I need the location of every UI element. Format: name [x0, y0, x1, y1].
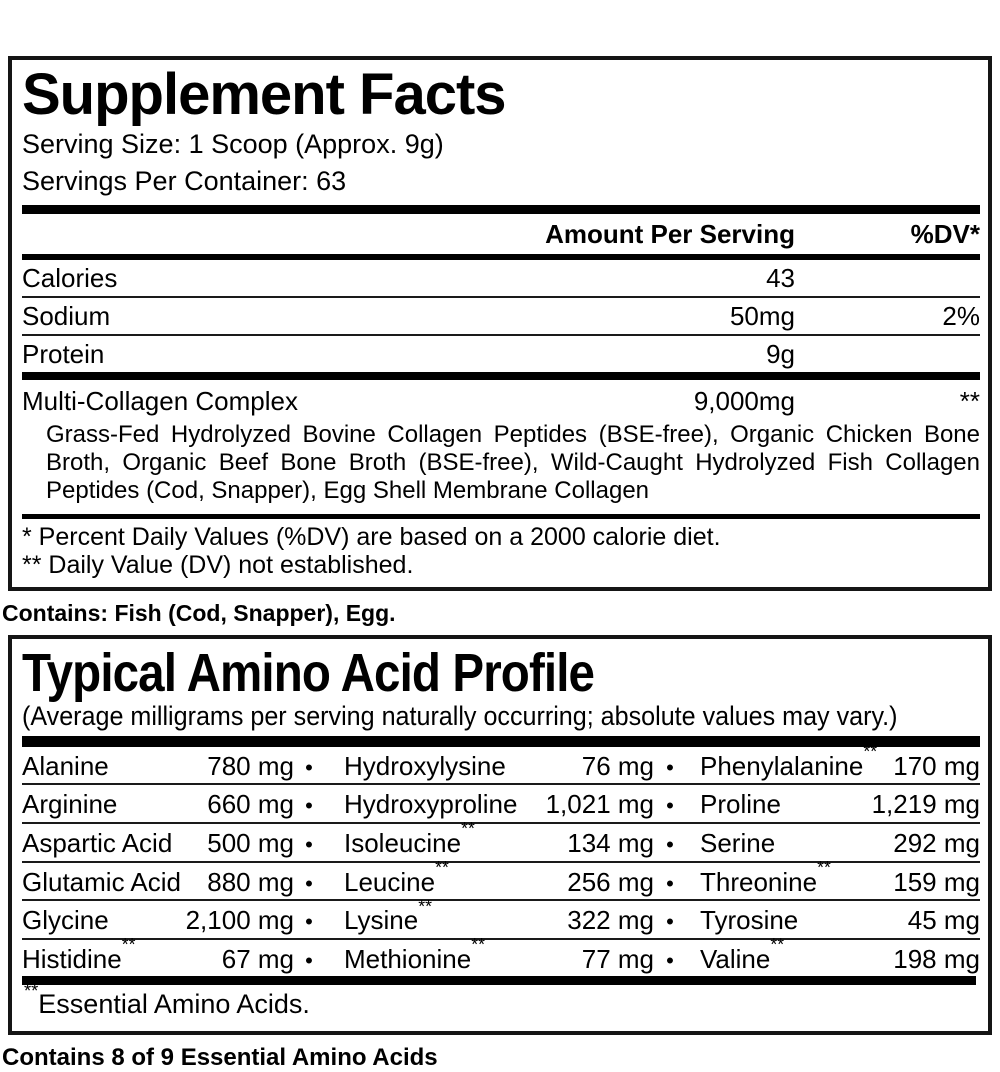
amount-per-serving-header: Amount Per Serving — [545, 218, 795, 249]
amino-title-wrap — [22, 641, 980, 704]
amino-row — [22, 785, 980, 824]
amino-name: Tyrosine — [700, 905, 799, 936]
amino-name: Arginine — [22, 789, 118, 820]
amino-value: 256 mg — [567, 866, 654, 897]
complex-amount: 9,000mg — [693, 385, 795, 416]
amino-name: Methionine** — [344, 934, 485, 974]
serving-size: Serving Size: 1 Scoop (Approx. 9g) — [22, 129, 444, 159]
amino-cell — [686, 790, 980, 819]
bullet-separator: • — [305, 832, 313, 858]
servings-per-container: Servings Per Container: 63 — [22, 165, 347, 196]
bullet-separator: • — [305, 870, 313, 896]
amino-name: Glycine — [22, 905, 109, 936]
dv-footnote — [22, 519, 980, 583]
essential-amino-statement: Contains 8 of 9 Essential Amino Acids — [2, 1044, 438, 1072]
amino-name: Alanine — [22, 750, 109, 781]
nutrient-name: Sodium — [22, 300, 111, 331]
amino-cell — [324, 752, 654, 781]
bullet-separator: • — [666, 832, 674, 858]
amino-cell — [22, 790, 294, 819]
amino-value: 660 mg — [207, 789, 294, 820]
amino-value: 134 mg — [567, 828, 654, 859]
amino-value: 198 mg — [893, 943, 980, 974]
amino-value: 1,021 mg — [545, 789, 654, 820]
footnote-text: Essential Amino Acids. — [38, 989, 310, 1020]
amino-cell — [324, 895, 654, 936]
supplement-facts-title: Supplement Facts — [22, 62, 506, 127]
divider-thick — [22, 205, 980, 214]
bullet-separator: • — [666, 754, 674, 780]
nutrient-dv: 2% — [942, 300, 980, 331]
collagen-complex-row — [22, 380, 980, 418]
amino-value: 77 mg — [581, 943, 654, 974]
allergen-statement: Contains: Fish (Cod, Snapper), Egg. — [2, 600, 396, 627]
essential-footnote — [22, 979, 980, 1026]
amino-name: Hydroxylysine — [344, 750, 506, 781]
amino-value: 45 mg — [907, 905, 980, 936]
amino-row — [22, 818, 980, 863]
amino-cell — [22, 906, 294, 935]
amino-cell — [686, 906, 980, 935]
facts-header-row — [22, 214, 980, 254]
amino-cell — [324, 790, 654, 819]
amino-cell — [22, 934, 294, 974]
amino-row — [22, 895, 980, 940]
footnote-marker: ** — [24, 979, 39, 1001]
amino-value: 322 mg — [567, 905, 654, 936]
bullet-separator: • — [305, 754, 313, 780]
table-row — [22, 298, 980, 336]
amino-profile-subtitle: (Average milligrams per serving naturally occurring; absolute values may vary.) — [22, 701, 898, 732]
divider-thick — [22, 976, 976, 985]
amino-cell — [324, 934, 654, 974]
amino-value: 2,100 mg — [185, 905, 294, 936]
amino-row — [22, 741, 980, 786]
amino-name: Aspartic Acid — [22, 828, 173, 859]
amino-value: 159 mg — [893, 866, 980, 897]
amino-value: 67 mg — [221, 943, 294, 974]
divider-thick — [22, 736, 980, 747]
bullet-separator: • — [666, 793, 674, 819]
amino-cell — [22, 752, 294, 781]
amino-name: Histidine** — [22, 934, 136, 974]
bullet-separator: • — [305, 947, 313, 973]
amino-value: 76 mg — [581, 750, 654, 781]
amino-name: Isoleucine** — [344, 818, 475, 859]
bullet-separator: • — [666, 947, 674, 973]
nutrient-amount: 43 — [766, 262, 795, 293]
amino-name: Valine** — [700, 934, 785, 974]
nutrient-name: Calories — [22, 262, 118, 293]
amino-cell — [22, 829, 294, 858]
nutrient-amount: 50mg — [729, 300, 795, 331]
bullet-separator: • — [305, 793, 313, 819]
footnote-line: ** Daily Value (DV) not established. — [22, 551, 414, 580]
amino-cell — [686, 829, 980, 858]
amino-name: Threonine** — [700, 857, 831, 897]
amino-value: 292 mg — [893, 828, 980, 859]
amino-cell — [324, 818, 654, 859]
amino-cell — [22, 868, 294, 897]
nutrient-name: Protein — [22, 338, 105, 369]
amino-value: 500 mg — [207, 828, 294, 859]
amino-cell — [686, 934, 980, 974]
amino-cell — [686, 741, 980, 781]
supplement-facts-panel — [8, 56, 992, 591]
amino-value: 880 mg — [207, 866, 294, 897]
amino-value: 1,219 mg — [871, 789, 980, 820]
nutrient-amount: 9g — [766, 338, 795, 369]
amino-name: Lysine** — [344, 895, 432, 936]
supplement-label — [0, 56, 1000, 1072]
amino-subtitle-wrap — [22, 700, 980, 736]
table-row — [22, 260, 980, 298]
amino-name: Hydroxyproline — [344, 789, 518, 820]
amino-profile-title: Typical Amino Acid Profile — [22, 643, 595, 704]
amino-cell — [324, 857, 654, 897]
amino-row — [22, 934, 980, 977]
complex-name: Multi-Collagen Complex — [22, 385, 298, 416]
complex-dv: ** — [959, 385, 980, 416]
footnote-line: * Percent Daily Values (%DV) are based on a 2000 calorie diet. — [22, 522, 721, 551]
amino-acid-panel — [8, 635, 992, 1035]
amino-name: Glutamic Acid — [22, 866, 181, 897]
amino-name: Phenylalanine** — [700, 741, 878, 781]
bullet-separator: • — [305, 909, 313, 935]
amino-value: 170 mg — [893, 750, 980, 781]
table-row — [22, 336, 980, 372]
amino-name: Proline — [700, 789, 781, 820]
complex-ingredients: Grass-Fed Hydrolyzed Bovine Collagen Peptides (BSE-free), Organic Chicken Bone Broth, Organic Beef Bone Broth (BSE-free), Wild-Caught Hydrolyzed Fish Collagen Peptides (Cod, Snapper), Egg Shell Membrane Collagen — [46, 420, 980, 505]
amino-name: Leucine** — [344, 857, 449, 897]
amino-row — [22, 857, 980, 902]
percent-dv-header: %DV* — [910, 218, 980, 249]
bullet-separator: • — [666, 870, 674, 896]
divider-thick — [22, 372, 980, 380]
amino-name: Serine — [700, 828, 776, 859]
amino-value: 780 mg — [207, 750, 294, 781]
bullet-separator: • — [666, 909, 674, 935]
amino-cell — [686, 857, 980, 897]
